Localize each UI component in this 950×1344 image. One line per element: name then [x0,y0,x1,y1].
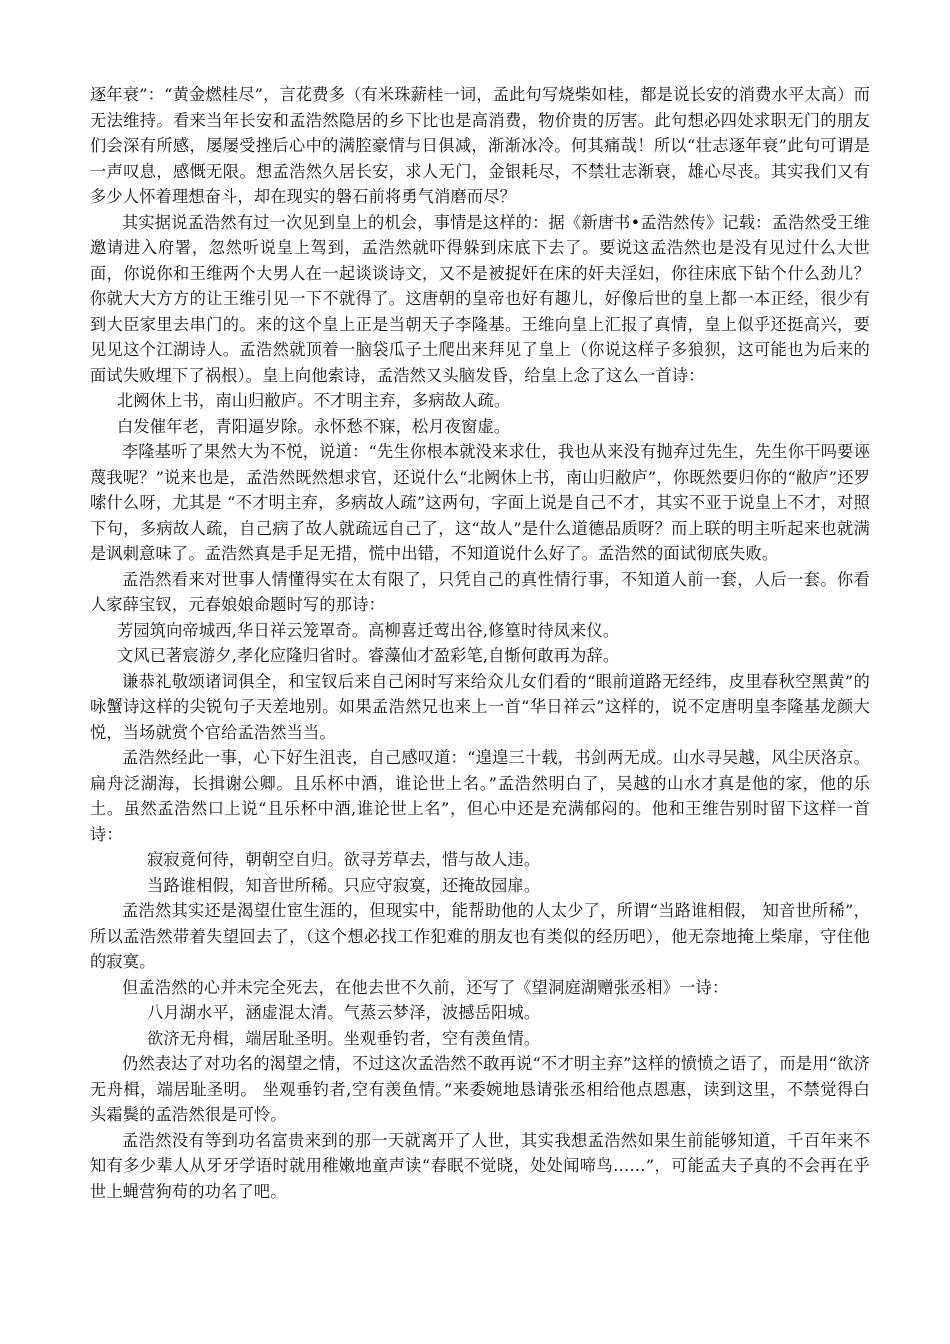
paragraph: 孟浩然经此一事，心下好生沮丧，自己感叹道：“遑遑三十载，书剑两无成。山水寻吴越，风尘厌洛京。扁舟泛湖海，长揖谢公卿。且乐杯中酒，谁论世上名。”孟浩然明白了，吴越的山水才真是他的家，他的乐土。虽然孟浩然口上说“且乐杯中酒,谁论世上名”，但心中还是充满郁闷的。他和王维告别时留下这样一首诗： [90,748,870,844]
paragraph: 仍然表达了对功名的渴望之情，不过这次孟浩然不敢再说“不才明主弃”这样的愤愤之语了，而是用“欲济无舟楫，端居耻圣明。 坐观垂钓者,空有羡鱼情。”来委婉地恳请张丞相给他点恩惠，读到这里，不禁觉得白头霜鬓的孟浩然很是可怜。 [90,1054,870,1124]
document-page [90,82,870,1204]
poem-line: 北阙休上书，南山归敝庐。不才明主弃，多病故人疏。 [117,391,511,410]
poem-line: 当路谁相假，知音世所稀。只应守寂寞，还掩故园扉。 [147,875,541,895]
poem-line: 文风已著宸游夕,孝化应隆归省时。睿藻仙才盈彩笔,自惭何敢再为辞。 [117,646,620,665]
poem-line: 芳园筑向帝城西,华日祥云笼罩奇。高柳喜迁莺出谷,修篁时待凤来仪。 [117,620,620,640]
paragraph: 其实据说孟浩然有过一次见到皇上的机会，事情是这样的：据《新唐书•孟浩然传》记载：孟浩然受王维邀请进入府署，忽然听说皇上驾到，孟浩然就吓得躲到床底下去了。要说这孟浩然也是没有见过什么大世面，你说你和王维两个大男人在一起谈谈诗文，又不是被捉奸在床的奸夫淫妇，你往床底下钻个什么劲儿？你就大大方方的让王维引见一下不就得了。这唐朝的皇帝也好有趣儿，好像后世的皇上都一本正经，很少有到大臣家里去串门的。来的这个皇上正是当朝天子李隆基。王维向皇上汇报了真情，皇上似乎还挺高兴，要见见这个江湖诗人。孟浩然就顶着一脑袋瓜子土爬出来拜见了皇上（你说这样子多狼狈，这可能也为后来的面试失败埋下了祸根）。皇上向他索诗，孟浩然又头脑发昏，给皇上念了这么一首诗： [90,212,870,385]
paragraph: 孟浩然其实还是渴望仕宦生涯的，但现实中，能帮助他的人太少了，所谓“当路谁相假， 知音世所稀”，所以孟浩然带着失望回去了，（这个想必找工作犯难的朋友也有类似的经历吧），他无奈地掩上柴扉，守住他的寂寞。 [90,901,870,971]
poem-line: 寂寂竟何待，朝朝空自归。欲寻芳草去，惜与故人违。 [147,850,541,869]
paragraph: 孟浩然没有等到功名富贵来到的那一天就离开了人世，其实我想孟浩然如果生前能够知道，千百年来不知有多少辈人从牙牙学语时就用稚嫩地童声读“春眠不觉晓，处处闻啼鸟……”，可能孟夫子真的不会再在乎世上蝇营狗苟的功名了吧。 [90,1130,870,1201]
paragraph: 李隆基听了果然大为不悦，说道：“先生你根本就没来求仕，我也从来没有抛弃过先生，先生你干吗要诬蔑我呢？”说来也是，孟浩然既然想求官，还说什么“北阙休上书，南山归敝庐”，你既然要归你的“敝庐”还罗嗦什么呀，尤其是 “不才明主弃，多病故人疏”这两句，字面上说是自己不才，其实不亚于说皇上不才，对照下句，多病故人疏，自己病了故人就疏远自己了，这“故人”是什么道德品质呀？而上联的明主听起来也就满是讽刺意味了。孟浩然真是手足无措，慌中出错，不知道说什么好了。孟浩然的面试彻底失败。 [90,442,870,563]
paragraph: 逐年衰”：“黄金燃桂尽”，言花费多（有米珠薪桂一词，孟此句写烧柴如桂，都是说长安的消费水平太高）而无法维持。看来当年长安和孟浩然隐居的乡下比也是高消费，物价贵的厉害。此句想必四处求职无门的朋友们会深有所感，屡屡受挫后心中的满腔豪情与日俱减，渐渐冰冷。何其痛哉！所以“壮志逐年衰”此句可谓是一声叹息，感慨无限。想孟浩然久居长安，求人无门，金银耗尽，不禁壮志渐衰，雄心尽丧。其实我们又有多少人怀着理想奋斗，却在现实的磐石前将勇气消磨而尽？ [90,85,870,206]
paragraph: 谦恭礼敬颂诸词俱全，和宝钗后来自己闲时写来给众儿女们看的“眼前道路无经纬，皮里春秋空黑黄”的咏蟹诗这样的尖锐句子天差地别。如果孟浩然兄也来上一首“华日祥云”这样的，说不定唐明皇李隆基龙颜大悦，当场就赏个官给孟浩然当当。 [90,671,870,742]
paragraph: 孟浩然看来对世事人情懂得实在太有限了，只凭自己的真性情行事，不知道人前一套，人后一套。你看人家薛宝钗，元春娘娘命题时写的那诗： [90,569,870,614]
paragraph: 但孟浩然的心并未完全死去，在他去世不久前，还写了《望洞庭湖赠张丞相》一诗： [122,977,729,997]
poem-line: 欲济无舟楫，端居耻圣明。坐观垂钓者，空有羡鱼情。 [147,1028,541,1048]
poem-line: 白发催年老，青阳逼岁除。永怀愁不寐，松月夜窗虚。 [117,416,511,436]
poem-line: 八月湖水平，涵虚混太清。气蒸云梦泽，波撼岳阳城。 [147,1003,541,1022]
